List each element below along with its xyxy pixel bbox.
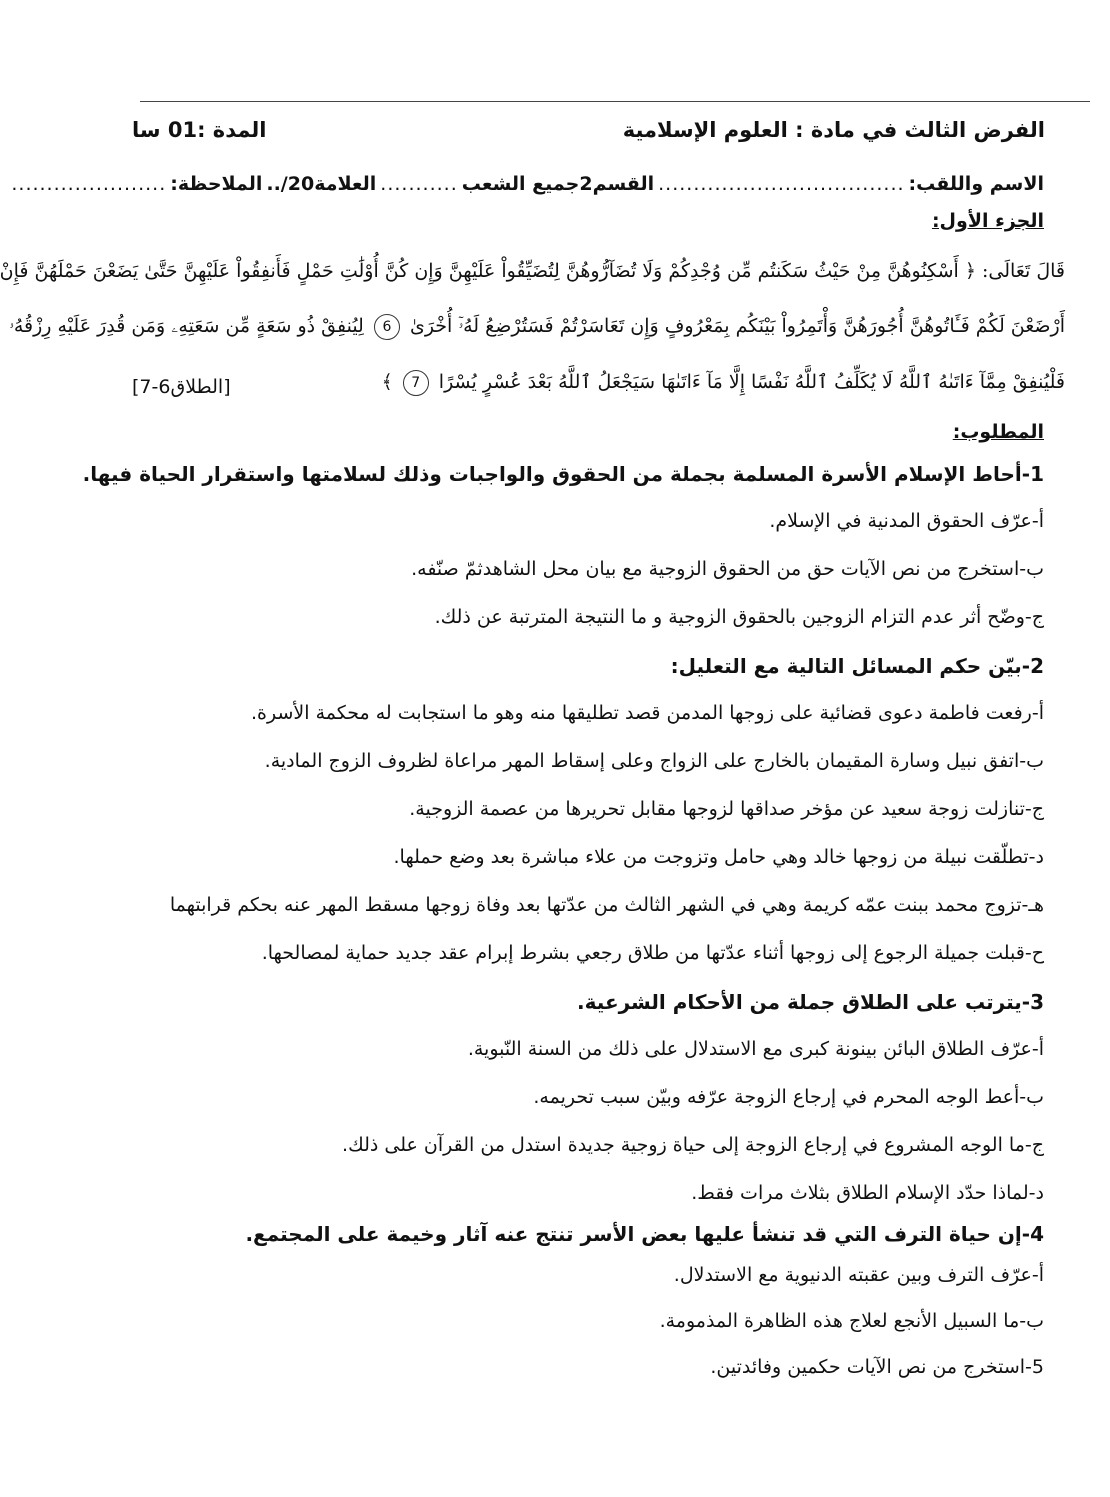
class-field: ........... <box>380 173 458 195</box>
question-item: أ-رفعت فاطمة دعوى قضائية على زوجها المدمن قصد تطليقها منه وهو ما استجابت له محكمة الأسرة. <box>251 702 1044 724</box>
note-label: الملاحظة: <box>170 173 263 195</box>
name-field: ................................... <box>658 173 905 195</box>
surah-reference: [الطلاق6-7] <box>132 376 231 398</box>
required-heading: المطلوب: <box>952 421 1044 443</box>
verse-line-1 <box>0 260 1065 282</box>
verse-text-3: فَلْيُنفِقْ مِمَّآ ءَاتَىٰهُ ٱللَّهُ لَا يُكَلِّفُ ٱللَّهُ نَفْسًا إِلَّا مَآ ءَاتَىٰهَا سَيَجْعَلُ ٱللَّهُ بَعْدَ عُسْرٍ يُسْرًا <box>438 371 1065 393</box>
question-item: 5-استخرج من نص الآيات حكمين وفائدتين. <box>710 1356 1044 1378</box>
question-heading: 4-إن حياة الترف التي قد تنشأ عليها بعض الأسر تنتج عنه آثار وخيمة على المجتمع. <box>245 1222 1044 1246</box>
question-item: ب-استخرج من نص الآيات حق من الحقوق الزوجية مع بيان محل الشاهدثمّ صنّفه. <box>411 558 1044 580</box>
verse-text-2a: أَرْضَعْنَ لَكُمْ فَـَٔاتُوهُنَّ أُجُورَهُنَّ وَأْتَمِرُواْ بَيْنَكُم بِمَعْرُوفٍ وَإِن تَعَاسَرْتُمْ فَسَتُرْضِعُ لَهُۥٓ أُخْرَىٰ <box>409 315 1065 337</box>
exam-duration: المدة :01 سا <box>132 118 267 142</box>
verse-text-2b: لِيُنفِقْ ذُو سَعَةٍ مِّن سَعَتِهِۦ وَمَن قُدِرَ عَلَيْهِ رِزْقُهُۥ <box>9 315 364 337</box>
exam-header <box>132 112 1045 148</box>
verse-line-2 <box>9 314 1065 340</box>
name-label: الاسم واللقب: <box>908 173 1044 195</box>
question-item: أ-عرّف الترف وبين عقبته الدنيوية مع الاستدلال. <box>673 1264 1044 1286</box>
exam-title: الفرض الثالث في مادة : العلوم الإسلامية <box>622 118 1045 142</box>
question-item: ب-اتفق نبيل وسارة المقيمان بالخارج على الزواج وعلى إسقاط المهر مراعاة لظروف الزوج المادية. <box>264 750 1044 772</box>
verse-text-1: قَالَ تَعَالَى: ﴿ أَسْكِنُوهُنَّ مِنْ حَيْثُ سَكَنتُم مِّن وُجْدِكُمْ وَلَا تُضَآرُّوهُنَّ لِتُضَيِّقُواْ عَلَيْهِنَّ وَإِن كُنَّ أُوْلَٰتِ حَمْلٍ فَأَنفِقُواْ عَلَيْهِنَّ حَتَّىٰ يَضَعْنَ حَمْلَهُنَّ فَإِنْ <box>0 260 1065 282</box>
question-heading: 3-يترتب على الطلاق جملة من الأحكام الشرعية. <box>577 990 1044 1014</box>
question-item: د-تطلّقت نبيلة من زوجها خالد وهي حامل وتزوجت من علاء مباشرة بعد وضع حملها. <box>393 846 1044 868</box>
question-heading: 1-أحاط الإسلام الأسرة المسلمة بجملة من الحقوق والواجبات وذلك لسلامتها واستقرار الحياة فيها. <box>82 462 1044 486</box>
question-item: ب-أعط الوجه المحرم في إرجاع الزوجة عرّفه وبيّن سبب تحريمه. <box>533 1086 1044 1108</box>
top-rule <box>140 101 1090 102</box>
question-item: أ-عرّف الحقوق المدنية في الإسلام. <box>769 510 1044 532</box>
question-item: هـ-تزوج محمد ببنت عمّه كريمة وهي في الشهر الثالث من عدّتها بعد وفاة زوجها مسقط المهر عنه بحكم قرابتهما <box>169 894 1044 916</box>
grade-label: العلامة20/.. <box>266 173 377 195</box>
note-field: ...................... <box>11 173 167 195</box>
question-item: ج-تنازلت زوجة سعيد عن مؤخر صداقها لزوجها مقابل تحريرها من عصمة الزوجية. <box>409 798 1044 820</box>
verse-close-bracket: ﴾ <box>381 371 393 393</box>
verse-line-3 <box>242 370 1065 396</box>
question-item: ب-ما السبيل الأنجع لعلاج هذه الظاهرة المذمومة. <box>659 1310 1044 1332</box>
question-item: د-لماذا حدّد الإسلام الطلاق بثلاث مرات فقط. <box>691 1182 1044 1204</box>
ayah-number-7: 7 <box>403 370 429 396</box>
class-label: القسم2جميع الشعب <box>461 173 655 195</box>
question-item: ج-وضّح أثر عدم التزام الزوجين بالحقوق الزوجية و ما النتيجة المترتبة عن ذلك. <box>434 606 1044 628</box>
question-item: أ-عرّف الطلاق البائن بينونة كبرى مع الاستدلال على ذلك من السنة النّبوية. <box>467 1038 1044 1060</box>
student-info-row <box>11 168 1044 200</box>
question-heading: 2-بيّن حكم المسائل التالية مع التعليل: <box>670 654 1044 678</box>
ayah-number-6: 6 <box>374 314 400 340</box>
part-one-heading: الجزء الأول: <box>931 210 1044 232</box>
question-item: ج-ما الوجه المشروع في إرجاع الزوجة إلى حياة زوجية جديدة استدل من القرآن على ذلك. <box>342 1134 1044 1156</box>
question-item: ح-قبلت جميلة الرجوع إلى زوجها أثناء عدّتها من طلاق رجعي بشرط إبرام عقد جديد حماية لمصالحها. <box>261 942 1044 964</box>
